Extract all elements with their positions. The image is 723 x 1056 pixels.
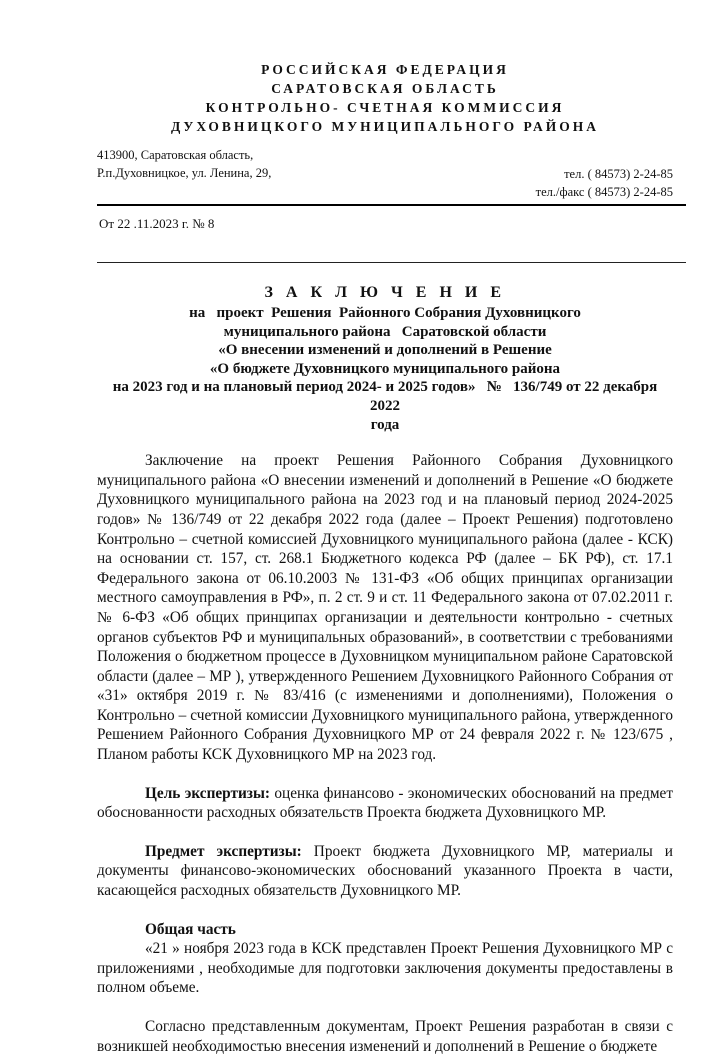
- general-part-paragraph: «21 » ноября 2023 года в КСК представлен Проект Решения Духовницкого МР с приложениями , необходимые для подготовки заключения документы предоставлены в полном объеме.: [97, 940, 673, 997]
- title-line: «О бюджете Духовницкого муниципального района: [209, 360, 561, 377]
- spacer: [97, 765, 673, 784]
- spacer: [97, 901, 673, 920]
- doc-date-number: От 22 .11.2023 г. № 8: [99, 216, 215, 231]
- spacer: [97, 823, 673, 842]
- document-title: [97, 282, 673, 434]
- spacer: [97, 998, 673, 1017]
- org-name-line: КОНТРОЛЬНО- СЧЕТНАЯ КОММИССИЯ: [205, 100, 565, 115]
- closing-paragraph: Согласно представленным документам, Проект Решения разработан в связи с возникшей необходимостью внесения изменений и дополнений в Решение о бюджете: [97, 1018, 673, 1055]
- subject-paragraph: [97, 842, 673, 901]
- goal-text: оценка финансово - экономических обоснований на предмет обоснованности расходных обязательств Проекта бюджета Духовницкого МР.: [97, 784, 673, 822]
- title-line: года: [370, 416, 400, 433]
- contact-block: [97, 146, 673, 201]
- subject-text: Проект бюджета Духовницкого МР, материалы и документы финансово-экономических обоснований указанного Проекта в части, касающейся расходных обязательств Духовницкого МР.: [97, 842, 673, 900]
- phone-fax-line: тел./факс ( 84573) 2-24-85: [535, 185, 673, 199]
- phone-block: [536, 165, 673, 201]
- org-name-line: РОССИЙСКАЯ ФЕДЕРАЦИЯ: [261, 62, 509, 77]
- org-name-line: ДУХОВНИЦКОГО МУНИЦИПАЛЬНОГО РАЙОНА: [170, 119, 600, 134]
- address-line: 413900, Саратовская область,: [97, 148, 254, 162]
- phone-line: тел. ( 84573) 2-24-85: [564, 167, 673, 181]
- address-line: Р.п.Духовницкое, ул. Ленина, 29,: [97, 166, 272, 180]
- title-line: «О внесении изменений и дополнений в Решение: [218, 342, 552, 359]
- section-heading: Общая часть: [145, 920, 236, 938]
- title-line: муниципального района Саратовской области: [223, 323, 547, 340]
- header-divider: [97, 262, 686, 263]
- letterhead: [97, 60, 673, 136]
- goal-paragraph: [97, 784, 673, 823]
- title-line: на 2023 год и на плановый период 2024- и 2025 годов» № 136/749 от 22 декабря 2022: [112, 379, 661, 414]
- intro-paragraph: Заключение на проект Решения Районного Собрания Духовницкого муниципального района «О внесении изменений и дополнений в Решение «О бюджете Духовницкого муниципального района на 2023 год и на плановый период 2024-2025 годов» № 136/749 от 22 декабря 2022 года (далее – Проект Решения) подготовлено Контрольно – счетной комиссией Духовницкого муниципального района (далее - КСК) на основании ст. 157, ст. 268.1 Бюджетного кодекса РФ (далее – БК РФ), ст. 17.1 Федерального закона от 06.10.2003 № 131-ФЗ «Об общих принципах организации местного самоуправления в РФ», п. 2 ст. 9 и ст. 11 Федерального закона от 07.02.2011 г. № 6-ФЗ «Об общих принципах организации и деятельности контрольно - счетных органов субъектов РФ и муниципальных образований», в соответствии с требованиями Положения о бюджетном процессе в Духовницком муниципальном районе Саратовской области (далее – МР ), утвержденного Решением Духовницкого Районного Собрания от «31» октября 2019 г. № 83/416 (с изменениями и дополнениями), Положения о Контрольно – счетной комиссии Духовницкого муниципального района, утвержденного Решением Районного Собрания Духовницкого МР от 24 февраля 2022 г. № 123/675 , Планом работы КСК Духовницкого МР на 2023 год.: [97, 452, 673, 764]
- document-body: [97, 451, 673, 1056]
- org-name-line: САРАТОВСКАЯ ОБЛАСТЬ: [271, 81, 499, 96]
- postal-address: [97, 146, 271, 182]
- subject-label: Предмет экспертизы:: [145, 842, 302, 860]
- title-main: З А К Л Ю Ч Е Н И Е: [264, 284, 506, 301]
- title-line: на проект Решения Районного Собрания Духовницкого: [189, 305, 581, 321]
- goal-label: Цель экспертизы:: [145, 784, 270, 802]
